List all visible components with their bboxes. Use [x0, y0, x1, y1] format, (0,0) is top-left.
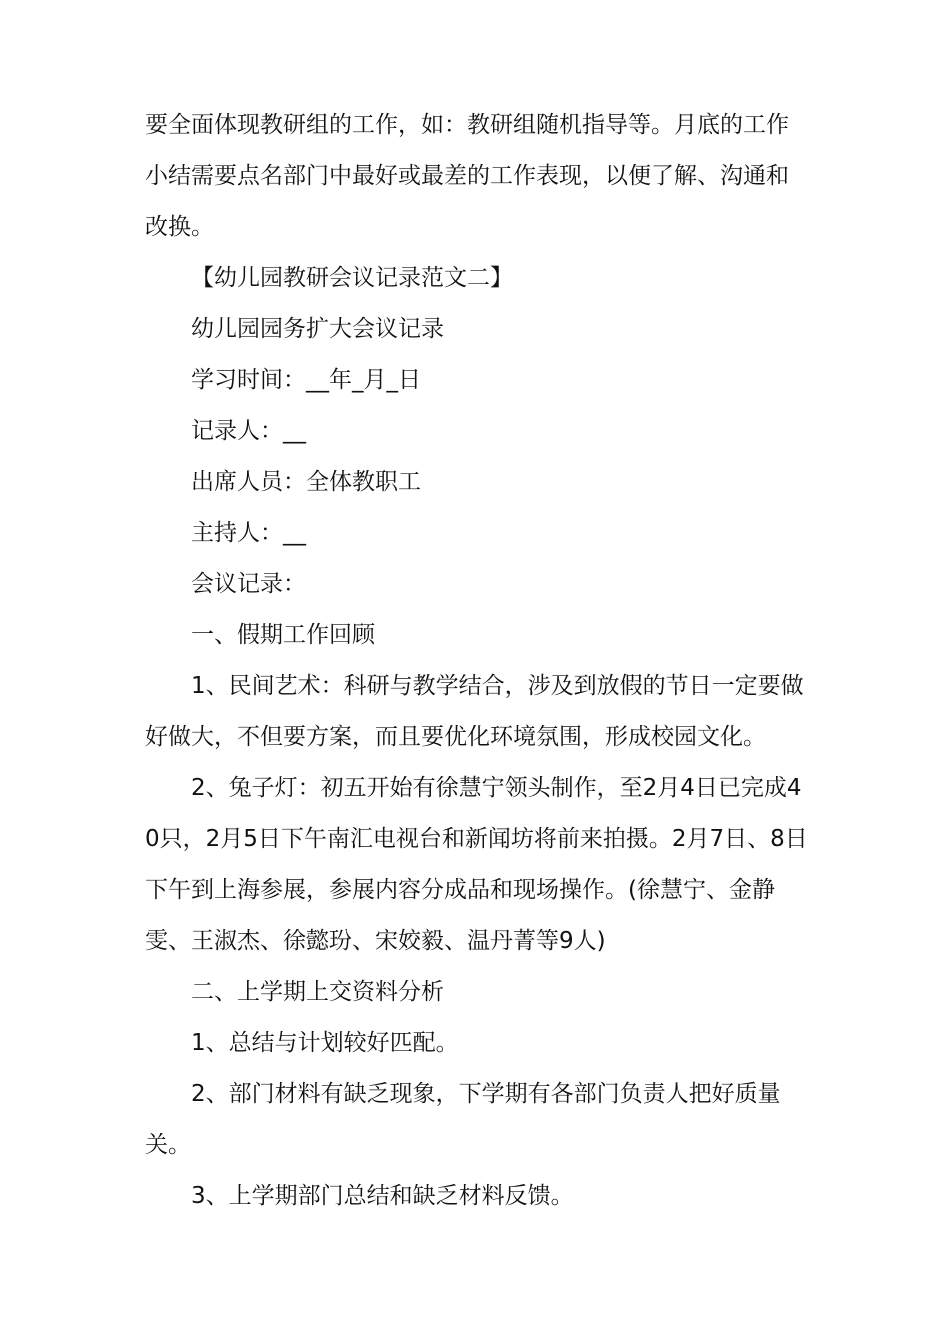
- heading-holiday-review: 一、假期工作回顾: [191, 622, 375, 648]
- item-department-materials: 2、部门材料有缺乏现象，下学期有各部门负责人把好质量关。: [145, 1081, 781, 1158]
- record-title: 幼儿园园务扩大会议记录: [191, 316, 444, 342]
- section-heading-sample-two: 【幼儿园教研会议记录范文二】: [191, 265, 513, 291]
- item-rabbit-lantern: 2、兔子灯：初五开始有徐慧宁领头制作，至2月4日已完成40只，2月5日下午南汇电视台和新闻坊将前来拍摄。2月7日、8日下午到上海参展，参展内容分成品和现场操作。(徐慧宁、金静雯、王淑杰、徐懿玢、宋姣毅、温丹菁等9人): [145, 775, 808, 954]
- field-attendees: 出席人员：全体教职工: [191, 469, 421, 495]
- field-meeting-notes: 会议记录：: [191, 571, 306, 597]
- field-host: 主持人：__: [191, 520, 306, 546]
- field-study-time: 学习时间：__年_月_日: [191, 367, 421, 393]
- paragraph-intro-continuation: 要全面体现教研组的工作，如：教研组随机指导等。月底的工作小结需要点名部门中最好或最差的工作表现，以便了解、沟通和改换。: [145, 112, 789, 240]
- item-summary-feedback: 3、上学期部门总结和缺乏材料反馈。: [191, 1183, 574, 1209]
- field-recorder: 记录人：__: [191, 418, 306, 444]
- heading-materials-analysis: 二、上学期上交资料分析: [191, 979, 444, 1005]
- item-folk-art: 1、民间艺术：科研与教学结合，涉及到放假的节日一定要做好做大，不但要方案，而且要优化环境氛围，形成校园文化。: [145, 673, 804, 750]
- item-summary-plan-match: 1、总结与计划较好匹配。: [191, 1030, 459, 1056]
- document-body: [145, 100, 810, 1222]
